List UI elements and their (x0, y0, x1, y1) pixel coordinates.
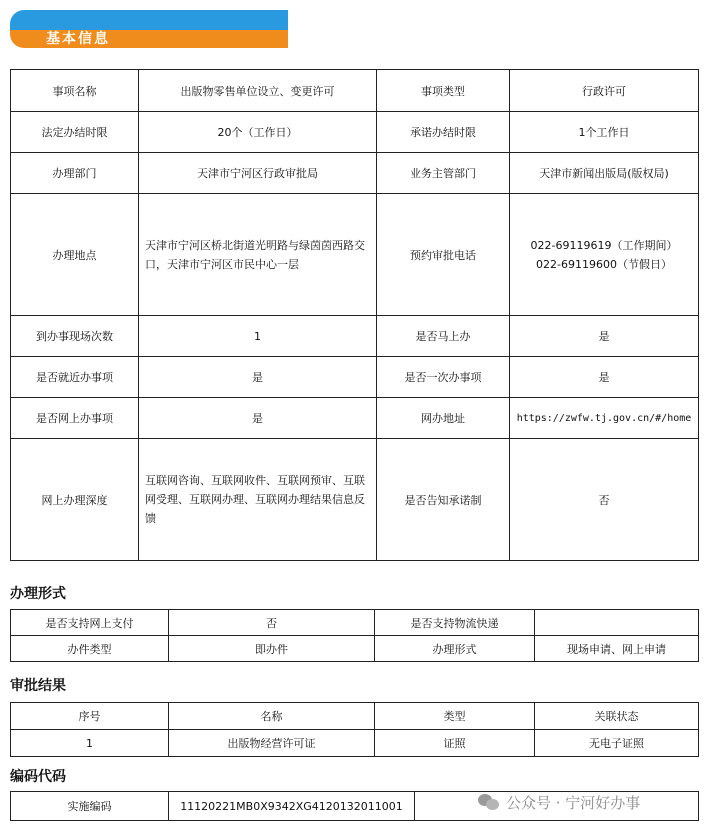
field-label: 到办事现场次数 (11, 316, 139, 357)
section-banner (10, 10, 288, 48)
field-value: 行政许可 (510, 70, 699, 112)
table-row (11, 70, 699, 112)
table-cell: 出版物经营许可证 (169, 730, 375, 757)
watermark-text: 公众号 · 宁河好办事 (506, 794, 641, 812)
field-label: 法定办结时限 (11, 112, 139, 153)
table-cell: 证照 (375, 730, 535, 757)
table-row (11, 316, 699, 357)
section-title-code: 编码代码 (10, 769, 66, 785)
phone-holiday: 022-69119600（节假日） (536, 257, 672, 271)
field-label: 是否支持网上支付 (11, 610, 169, 636)
implementation-code: 11120221MB0X9342XG4120132011001 (169, 792, 415, 821)
field-label: 办理形式 (375, 636, 535, 662)
table-row (11, 636, 699, 662)
watermark (478, 792, 640, 813)
phone-workday: 022-69119619（工作期间） (530, 238, 678, 252)
wechat-icon (478, 794, 500, 811)
online-address-link[interactable]: https://zwfw.tj.gov.cn/#/home (510, 398, 699, 439)
table-row (11, 398, 699, 439)
section-title-result: 审批结果 (10, 678, 66, 694)
section-title-handle: 办理形式 (10, 586, 66, 602)
field-value: 是 (510, 357, 699, 398)
table-row (11, 439, 699, 561)
field-label: 是否就近办事项 (11, 357, 139, 398)
phone-cell (510, 194, 699, 316)
field-value: 是 (139, 357, 377, 398)
result-table (10, 702, 699, 757)
banner-title: 基本信息 (46, 31, 110, 47)
field-value: 即办件 (169, 636, 375, 662)
field-value: 否 (169, 610, 375, 636)
field-value: 天津市宁河区桥北街道光明路与绿茵茵西路交口，天津市宁河区市民中心一层 (139, 194, 377, 316)
field-label: 是否马上办 (377, 316, 510, 357)
field-label: 事项类型 (377, 70, 510, 112)
table-row (11, 610, 699, 636)
field-label: 办件类型 (11, 636, 169, 662)
field-value: 互联网咨询、互联网收件、互联网预审、互联网受理、互联网办理、互联网办理结果信息反馈 (139, 439, 377, 561)
column-header: 序号 (11, 703, 169, 730)
field-value: 现场申请、网上申请 (535, 636, 699, 662)
field-value: 否 (510, 439, 699, 561)
field-label: 事项名称 (11, 70, 139, 112)
banner-blue-bar (10, 10, 288, 30)
field-value: 天津市宁河区行政审批局 (139, 153, 377, 194)
handle-form-table (10, 609, 699, 662)
field-label: 是否支持物流快递 (375, 610, 535, 636)
table-row (11, 194, 699, 316)
field-label: 办理地点 (11, 194, 139, 316)
field-label: 办理部门 (11, 153, 139, 194)
column-header: 关联状态 (535, 703, 699, 730)
field-label: 是否一次办事项 (377, 357, 510, 398)
table-row (11, 357, 699, 398)
table-header-row (11, 703, 699, 730)
field-value (535, 610, 699, 636)
basic-info-table (10, 69, 699, 561)
column-header: 类型 (375, 703, 535, 730)
field-value: 天津市新闻出版局(版权局) (510, 153, 699, 194)
field-value: 1个工作日 (510, 112, 699, 153)
field-value: 出版物零售单位设立、变更许可 (139, 70, 377, 112)
field-value: 是 (510, 316, 699, 357)
field-label: 实施编码 (11, 792, 169, 821)
field-value: 1 (139, 316, 377, 357)
field-label: 是否告知承诺制 (377, 439, 510, 561)
table-cell: 1 (11, 730, 169, 757)
field-label: 业务主管部门 (377, 153, 510, 194)
field-label: 预约审批电话 (377, 194, 510, 316)
field-label: 网上办理深度 (11, 439, 139, 561)
table-row (11, 153, 699, 194)
field-value: 20个（工作日） (139, 112, 377, 153)
field-label: 是否网上办事项 (11, 398, 139, 439)
column-header: 名称 (169, 703, 375, 730)
field-label: 承诺办结时限 (377, 112, 510, 153)
field-value: 是 (139, 398, 377, 439)
field-label: 网办地址 (377, 398, 510, 439)
table-row (11, 112, 699, 153)
table-row (11, 730, 699, 757)
table-cell: 无电子证照 (535, 730, 699, 757)
